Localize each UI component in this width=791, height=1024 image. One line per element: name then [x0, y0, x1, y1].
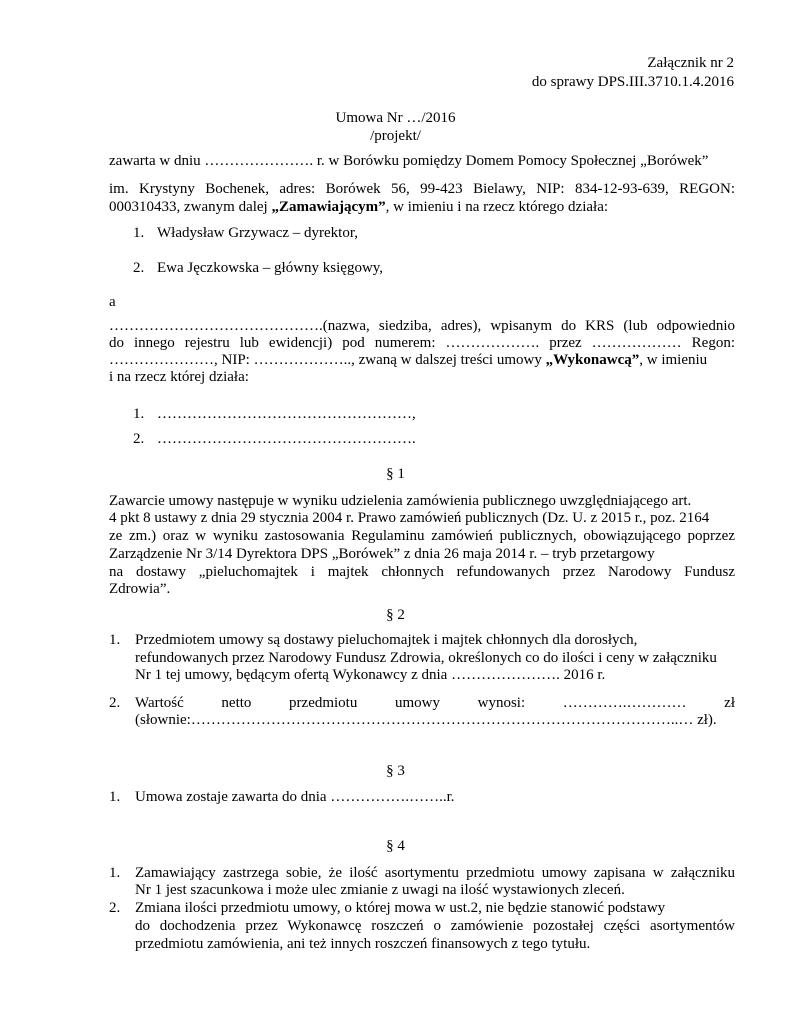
section-2-item-1-line: Przedmiotem umowy są dostawy pieluchomajtek i majtek chłonnych dla dorosłych,: [135, 632, 638, 648]
buyer-rep-1: Władysław Grzywacz – dyrektor,: [157, 225, 358, 241]
section-3-heading: § 3: [386, 763, 405, 779]
contractor-line-1: …………………………………….(nazwa, siedziba, adres), wpisanym do KRS (lub odpowiednio: [109, 318, 735, 334]
section-2-item-1-line: refundowanych przez Narodowy Fundusz Zdrowia, określonych co do ilości i ceny w załączniku: [135, 650, 717, 666]
section-2-item-2-line: Wartość netto przedmiotu umowy wynosi: ………….………… zł: [135, 695, 735, 711]
section-2-item-1-line: Nr 1 tej umowy, będącym ofertą Wykonawcy z dnia …………………. 2016 r.: [135, 667, 606, 683]
buyer-rep-2: Ewa Jęczkowska – główny księgowy,: [157, 260, 384, 276]
section-1-line: 4 pkt 8 ustawy z dnia 29 stycznia 2004 r. Prawo zamówień publicznych (Dz. U. z 2015 r., poz. 2164: [109, 510, 710, 526]
buyer-rep-number: 1.: [133, 225, 145, 241]
section-1-line: na dostawy „pieluchomajtek i majtek chłonnych refundowanych przez Narodowy Fundusz: [109, 564, 735, 580]
intro-line-3: 000310433, zwanym dalej „Zamawiającym”, w imieniu i na rzecz którego działa:: [109, 199, 609, 215]
section-4-item-2-line: przedmiotu zamówienia, ani też innych roszczeń finansowych z tego tytułu.: [135, 936, 591, 952]
buyer-term: „Zamawiającym”: [271, 199, 386, 215]
section-4-item-1-line: Zamawiający zastrzega sobie, że ilość asortymentu przedmiotu umowy zapisana w załączniku: [135, 865, 735, 881]
section-3-item-1: Umowa zostaje zawarta do dnia …………….……..r.: [135, 789, 455, 805]
section-4-item-2-line: Zmiana ilości przedmiotu umowy, o której mowa w ust.2, nie będzie stanowić podstawy: [135, 900, 666, 916]
contractor-term: „Wykonawcą”: [545, 352, 640, 368]
section-4-item-number: 2.: [109, 900, 121, 916]
section-1-heading: § 1: [386, 466, 405, 482]
section-1-line: ze zm.) oraz w wyniku zastosowania Regulaminu zamówień publicznych, obowiązującego poprzez: [109, 528, 735, 544]
annex-label: Załącznik nr 2: [647, 55, 734, 71]
contractor-rep-2: …………………………………………….: [157, 431, 416, 447]
section-2-item-number: 2.: [109, 695, 121, 711]
section-4-item-number: 1.: [109, 865, 121, 881]
section-4-heading: § 4: [386, 838, 405, 854]
section-2-item-number: 1.: [109, 632, 121, 648]
contractor-rep-1: ……………………………………………,: [157, 406, 416, 422]
contract-title: Umowa Nr …/2016: [335, 110, 456, 126]
section-2-heading: § 2: [386, 607, 405, 623]
contractor-rep-number: 1.: [133, 406, 145, 422]
contractor-rep-number: 2.: [133, 431, 145, 447]
buyer-rep-number: 2.: [133, 260, 145, 276]
section-3-item-number: 1.: [109, 789, 121, 805]
intro-line-2: im. Krystyny Bochenek, adres: Borówek 56, 99-423 Bielawy, NIP: 834-12-93-639, REGON:: [109, 181, 735, 197]
case-reference: do sprawy DPS.III.3710.1.4.2016: [531, 74, 734, 90]
section-4-item-2-line: do dochodzenia przez Wykonawcę roszczeń o zamówienie pozostałej części asortymentów: [135, 918, 735, 934]
section-4-item-1-line: Nr 1 jest szacunkowa i może ulec zmianie z uwagi na ilość wystawionych zleceń.: [135, 882, 625, 898]
draft-label: /projekt/: [370, 128, 421, 144]
section-1-line: Zdrowia”.: [109, 581, 171, 597]
contractor-line-4: i na rzecz której działa:: [109, 369, 249, 385]
section-1-line: Zawarcie umowy następuje w wyniku udzielenia zamówienia publicznego uwzględniającego art.: [109, 493, 692, 509]
contractor-line-3: …………………, NIP: ……………….., zwaną w dalszej treści umowy „Wykonawcą”, w imieniu: [109, 352, 708, 368]
conjunction-a: a: [109, 294, 116, 310]
contractor-line-2: do innego rejestru lub ewidencji) pod numerem: ………………. przez ……………… Regon:: [109, 335, 735, 351]
section-1-line: Zarządzenie Nr 3/14 Dyrektora DPS „Borówek” z dnia 26 maja 2014 r. – tryb przetargowy: [109, 546, 655, 562]
section-2-item-2-line: (słownie:……………………………………………………………………………………..… zł).: [135, 712, 717, 728]
intro-line-1: zawarta w dniu …………………. r. w Borówku pomiędzy Domem Pomocy Społecznej „Borówek”: [109, 153, 709, 169]
